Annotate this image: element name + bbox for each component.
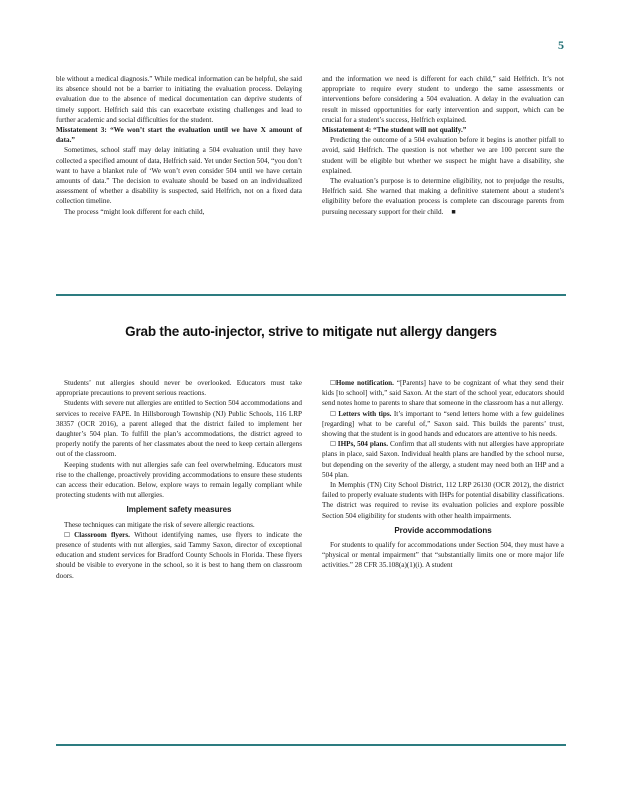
paragraph: For students to qualify for accommodations under Section 504, they must have a “physical or mental impairment” that “substantially limits one or more major life activities.” 28 CFR 35.108(a)(1)(i). A student xyxy=(322,541,564,570)
footer-divider xyxy=(56,744,566,746)
bullet-item xyxy=(322,378,564,409)
paragraph: Students’ nut allergies should never be overlooked. Educators must take appropriate precautions to prevent serious reactions. xyxy=(56,379,302,398)
paragraph-text: The evaluation’s purpose is to determine eligibility, not to prejudge the results, Helfrich said. She warned that making a definitive statement about a student’s eligibility before the evaluation process is complete can discourage parents from pursuing necessary support for their child. xyxy=(322,177,564,216)
top-article-right-column xyxy=(322,74,564,217)
checkbox-bullet-icon: ☐ xyxy=(330,379,336,387)
page-number: 5 xyxy=(558,38,564,52)
paragraph: and the information we need is different for each child,” said Helfrich. It’s not appropriate to require every student to undergo the same assessments or interventions before considering a 504 evaluation. A delay in the evaluation can result in missed opportunities for early intervention and support, which can be crucial for a student’s success, Helfrich explained. xyxy=(322,75,564,124)
checkbox-bullet-icon: ☐ xyxy=(330,409,336,418)
bullet-item xyxy=(322,409,564,440)
checkbox-bullet-icon: ☐ xyxy=(330,440,336,449)
section-heading: Provide accommodations xyxy=(394,525,492,535)
paragraph: The process “might look different for each child, xyxy=(64,207,205,216)
checkbox-bullet-icon: ☐ xyxy=(64,530,70,539)
paragraph: Keeping students with nut allergies safe can feel overwhelming. Educators must rise to the challenge, proactively providing accommodations to ensure these students can access their education. Below, explore ways to remain legally compliant while protecting students with nut allergies. xyxy=(56,460,302,500)
bullet-text: “[Parents] have to be cognizant of what they send their kids [to school] with,” said Saxon. At the start of the school year, educators should send notes home to parents to share that someone in the classroom has a nut allergy. xyxy=(322,379,565,408)
section-divider xyxy=(56,294,566,296)
bullet-text: Without identifying names, use flyers to indicate the presence of students with nut allergies, said Tammy Saxon, director of exceptional education and student services for Bradford County Schools in Florida. These flyers should be visible to everyone in the school, so it is best to hang them on classroom doors. xyxy=(56,530,303,580)
bullet-item xyxy=(322,439,564,480)
bullet-lead: Classroom flyers. xyxy=(74,530,130,539)
bullet-text: It’s important to “send letters home with a few guidelines [regarding] what to be careful of,” Saxon said. This builds the parents’ trust, showing that the student is in good hands and educators are attentive to his needs. xyxy=(322,409,565,439)
bullet-item xyxy=(56,530,302,581)
end-of-article-mark: ■ xyxy=(451,207,456,216)
section-heading: Implement safety measures xyxy=(126,505,232,515)
paragraph: Students with severe nut allergies are entitled to Section 504 accommodations and services to receive FAPE. In Hillsborough Township (NJ) Public Schools, 116 LRP 38357 (OCR 2016), a parent alleged that the district failed to implement her daughter’s 504 plan. To fulfill the plan’s accommodations, the district agreed to properly notify the parents of her classmates about the need to keep certain allergens out of the classroom. xyxy=(56,399,302,459)
paragraph: In Memphis (TN) City School District, 112 LRP 26130 (OCR 2012), the district failed to properly evaluate students with IHPs for potential disability classifications. The district was required to revise its evaluation policies and explore possible Section 504 eligibility for students with other health impairments. xyxy=(322,481,564,520)
paragraph: Sometimes, school staff may delay initiating a 504 evaluation until they have collected a specified amount of data, Helfrich said. Yet under Section 504, “you don’t want to have a blanket rule of ‘We won’t even consider 504 until we have certain amounts of data.” The decision to evaluate should be based on an individualized assessment of whether a disability is suspected, said Helfrich, not on a fixed data collection timeline. xyxy=(56,146,302,206)
bottom-article-left-column xyxy=(56,378,302,581)
paragraph xyxy=(322,176,564,217)
paragraph: These techniques can mitigate the risk of severe allergic reactions. xyxy=(64,520,255,529)
paragraph: Predicting the outcome of a 504 evaluation before it begins is another pitfall to avoid, said Helfrich. The question is not whether we are 100 percent sure the student will be eligible but whether we suspect he might have a disability, she explained. xyxy=(322,136,564,175)
bullet-lead: IHPs, 504 plans. xyxy=(337,440,389,449)
misstatement-heading: Misstatement 3: “We won’t start the evaluation until we have X amount of data.” xyxy=(56,126,302,145)
paragraph: ble without a medical diagnosis.” While medical information can be helpful, she said its absence should not be a barrier to initiating the evaluation process. Delaying evaluation due to the absence of medical documentation can deprive students of timely support. Helfrich said this can exacerbate existing challenges and lead to further academic and social difficulties for the student. xyxy=(56,75,302,124)
article-headline: Grab the auto-injector, strive to mitigate nut allergy dangers xyxy=(125,324,497,339)
bullet-lead: Letters with tips. xyxy=(338,409,392,418)
bullet-lead: Home notification. xyxy=(335,379,394,387)
bottom-article-right-column xyxy=(322,378,564,571)
bullet-text: Confirm that all students with nut allergies have appropriate plans in place, said Saxon. Individual health plans are handled by the school nurse, but depending on the severity of the allergy, a student may need both an IHP and a 504 plan. xyxy=(322,440,564,479)
misstatement-heading: Misstatement 4: “The student will not qualify.” xyxy=(322,126,467,135)
top-article-left-column xyxy=(56,74,302,217)
